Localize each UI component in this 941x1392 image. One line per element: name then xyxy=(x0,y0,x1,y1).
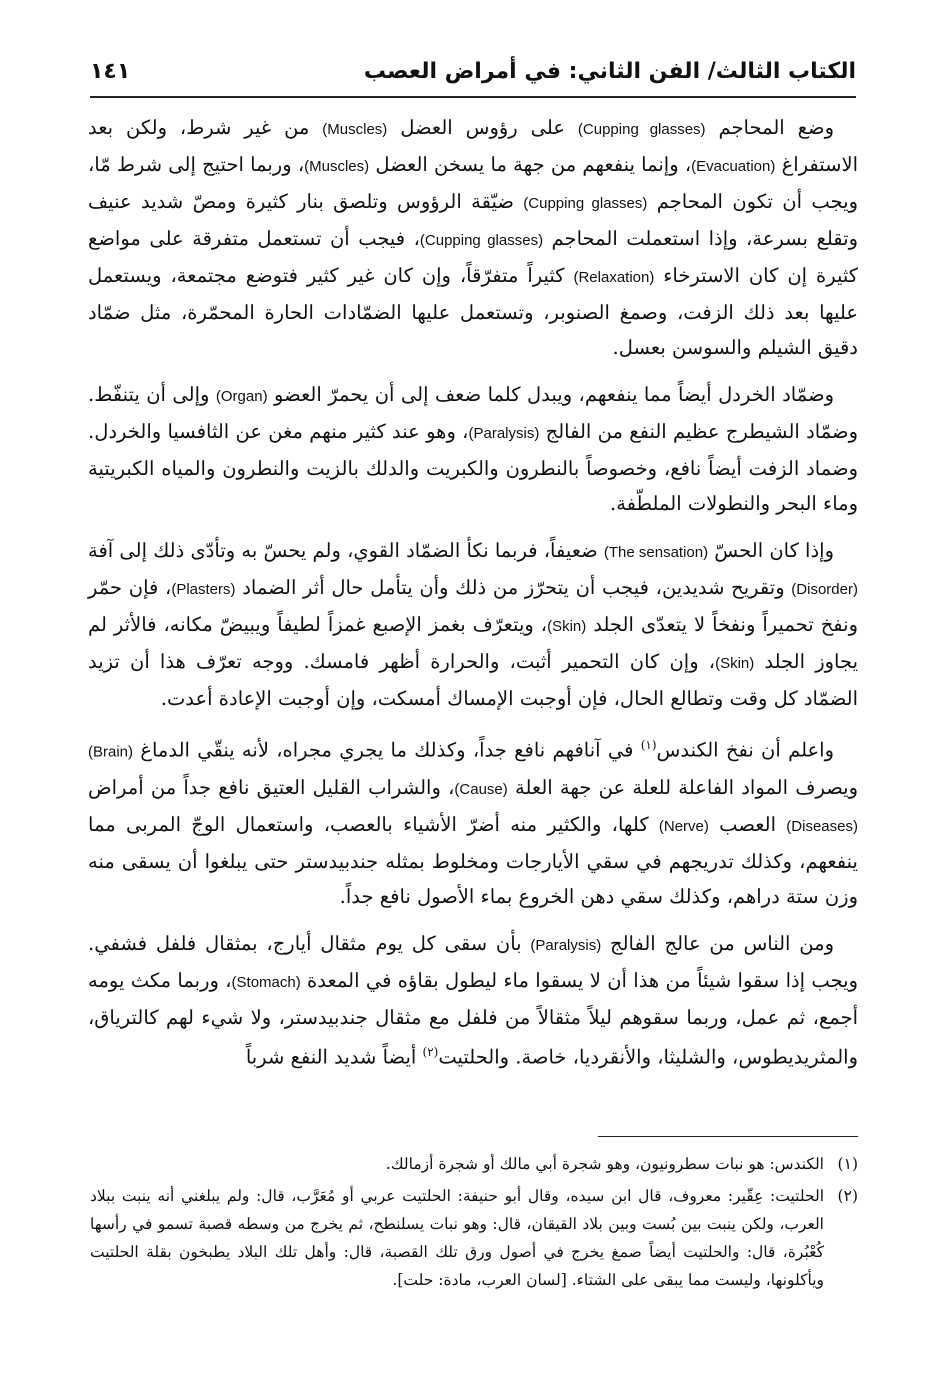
footnote-reference: (١) xyxy=(640,738,657,752)
paragraph-text: ضعيفاً، فربما نكأ الضمّاد القوي، ولم يحسّ به وتأدّى ذلك إلى آفة xyxy=(87,539,604,562)
footnote-text: الكندس: هو نبات سطرونيون، وهو شجرة أبي مالك أو شجرة أزمالك. xyxy=(385,1155,824,1173)
english-term: (Plasters) xyxy=(171,581,236,598)
english-term: (Skin) xyxy=(715,655,755,672)
paragraph-text: على رؤوس العضل xyxy=(387,116,578,139)
english-term: (Paralysis) xyxy=(468,425,540,442)
paragraph-text: ، وهو عند كثير منهم مغن عن الثافسيا والخردل. وضماد الزفت أيضاً نافع، وخصوصاً بالنطرون والكبريت والدلك بالزيت والنطرون والمياه الكبريتية وماء البحر والنطولات الملطّفة. xyxy=(88,420,858,515)
paragraph-text: ، وإنما ينفعهم من جهة ما يسخن العضل xyxy=(369,153,692,176)
paragraph-text: كثيراً متفرّقاً، وإن كان غير كثير فتوضع مجتمعة، ويستعمل عليها بعد ذلك الزفت، وصمغ الصنوبر، وتستعمل عليها الضمّادات الحارة المحمّرة، مثل ضمّاد دقيق الشيلم والسوسن بعسل. xyxy=(88,264,858,359)
paragraph-text: ، وربما مكث يومه أجمع، ثم عمل، وربما سقوهم ليلاً مثقالاً من فلفل مع مثقال جندبيدستر، ولا شيء لهم كالترياق، والمثريديطوس، والشليثا، والأنقرديا، خاصة. والحلتيت xyxy=(88,968,858,1068)
paragraph-text: ، فإن حمّر ونفخ تحميراً ونفخاً لا يتعدّى الجلد xyxy=(88,576,858,636)
english-term: (Paralysis) xyxy=(530,936,602,954)
footnote xyxy=(90,1182,858,1294)
running-title: الكتاب الثالث/ الفن الثاني: في أمراض العصب xyxy=(363,59,856,84)
paragraph-text: ، وإن كان التحمير أثبت، والحرارة أظهر فامسك. ووجه تعرّف هذا أن تزيد الضمّاد كل وقت وتطالع الحال، فإن أوجبت الإمساك أمسكت، وإن أوجبت الإعادة أعدت. xyxy=(88,650,858,710)
paragraph-text: ضيّقة الرؤوس وتلصق بنار كثيرة ومصّ شديد عنيف وتقلع بسرعة، وإذا استعملت المحاجم xyxy=(88,190,858,250)
paragraph xyxy=(88,728,858,914)
paragraph-text: وإذا كان الحسّ xyxy=(708,539,834,562)
paragraph-text: كلها، والكثير منه أضرّ الأشياء بالعصب، واستعمال الوجّ المربى مما ينفعهم، وكذلك تدريجهم في سقي الأيارجات ومخلوط بمثله جندبيدستر حتى يبلغوا أن يسقى منه وزن ستة دراهم، وكذلك سقي دهن الخروع بماء الأصول نافع جداً. xyxy=(88,812,858,908)
header-rule xyxy=(90,96,856,98)
english-term: (Evacuation) xyxy=(691,158,776,175)
footnotes xyxy=(90,1150,858,1298)
paragraph-text: العصب xyxy=(708,812,787,836)
page-number: ١٤١ xyxy=(90,59,131,84)
paragraph-text: ، ويتعرّف بغمز الإصبع غمزاً لطيفاً ويبيضّ مكانه، فالأثر لم يجاوز الجلد xyxy=(88,613,858,673)
paragraph-text: وضع المحاجم xyxy=(705,116,834,139)
paragraph-text: بأن سقى كل يوم مثقال أيارج، بمثقال فلفل فشفي. ويجب إذا سقوا شيئاً من هذا أن لا يسقوا ماء ليطول بقاؤه في المعدة xyxy=(88,931,858,992)
english-term: (The sensation) xyxy=(603,544,709,561)
paragraph-text: ، وربما احتيج إلى شرط مّا، ويجب أن تكون المحاجم xyxy=(88,153,858,213)
paragraph xyxy=(88,377,858,521)
footnote xyxy=(90,1150,858,1178)
footnote-text: الحلتيت: عِقّير: معروف، قال ابن سيده، وقال أبو حنيفة: الحلتيت عربي أو مُعَرَّب، قال: ولم يبلغني أنه ينبت ببلاد العرب، ولكن ينبت بين بُست وبين بلاد القيقان، قال: وهو نبات يسلنطح، ثم يخرج من وسطه قصبة تسمو في رأسها كُعْبُرة، قال: والحلتيت أيضاً صمغ يخرج في أصول ورق تلك القصبة، قال: وأهل تلك البلاد يطبخون بقلة الحلتيت ويأكلونها، وليست مما يبقى على الشتاء. [لسان العرب، مادة: حلت]. xyxy=(90,1187,824,1289)
paragraph-text: ، فيجب أن تستعمل متفرقة على مواضع كثيرة إن كان الاسترخاء xyxy=(88,227,859,287)
english-term: (Stomach) xyxy=(231,973,301,991)
footnote-mark: (٢) xyxy=(837,1187,858,1205)
english-term: (Skin) xyxy=(547,618,587,635)
english-term: (Diseases) xyxy=(786,817,858,835)
paragraph-text: ويصرف المواد الفاعلة للعلة عن جهة العلة xyxy=(507,775,858,799)
english-term: (Nerve) xyxy=(658,817,709,835)
english-term: (Brain) xyxy=(88,743,134,761)
paragraph-text: وتقريح شديدين، فيجب أن يتحرّز من ذلك وأن يتأمل حال أثر الضماد xyxy=(235,576,792,599)
body-text xyxy=(88,110,858,1086)
paragraph-text: وضمّاد الخردل أيضاً مما ينفعهم، ويبدل كلما ضعف إلى أن يحمرّ العضو xyxy=(267,383,834,406)
english-term: (Cause) xyxy=(454,780,508,798)
paragraph xyxy=(88,533,858,716)
paragraph xyxy=(88,110,858,365)
english-term: (Organ) xyxy=(215,388,268,405)
english-term: (Cupping glasses) xyxy=(523,195,648,212)
page-header xyxy=(90,40,856,84)
footnote-mark: (١) xyxy=(837,1155,858,1173)
footnote-rule xyxy=(598,1136,858,1137)
english-term: (Muscles) xyxy=(322,121,388,138)
paragraph-text: ومن الناس من عالج الفالج xyxy=(601,931,834,955)
english-term: (Cupping glasses) xyxy=(419,232,544,249)
footnote-reference: (٢) xyxy=(422,1044,439,1059)
paragraph-text: في آنافهم نافع جداً، وكذلك ما يجري مجراه، لأنه ينقّي الدماغ xyxy=(133,738,641,762)
english-term: (Cupping glasses) xyxy=(577,121,706,138)
paragraph-text: واعلم أن نفخ الكندس xyxy=(656,738,834,762)
paragraph-text: من غير شرط، ولكن بعد الاستفراغ xyxy=(88,116,859,176)
english-term: (Disorder) xyxy=(791,581,858,598)
english-term: (Relaxation) xyxy=(573,269,655,286)
paragraph-text: ، والشراب القليل العتيق نافع جداً من أمراض xyxy=(88,775,455,799)
paragraph-text: وإلى أن يتنفّط. وضمّاد الشيطرج عظيم النفع من الفالج xyxy=(88,383,858,443)
paragraph xyxy=(88,926,858,1075)
english-term: (Muscles) xyxy=(304,158,370,175)
paragraph-text: أيضاً شديد النفع شرباً xyxy=(245,1045,423,1068)
